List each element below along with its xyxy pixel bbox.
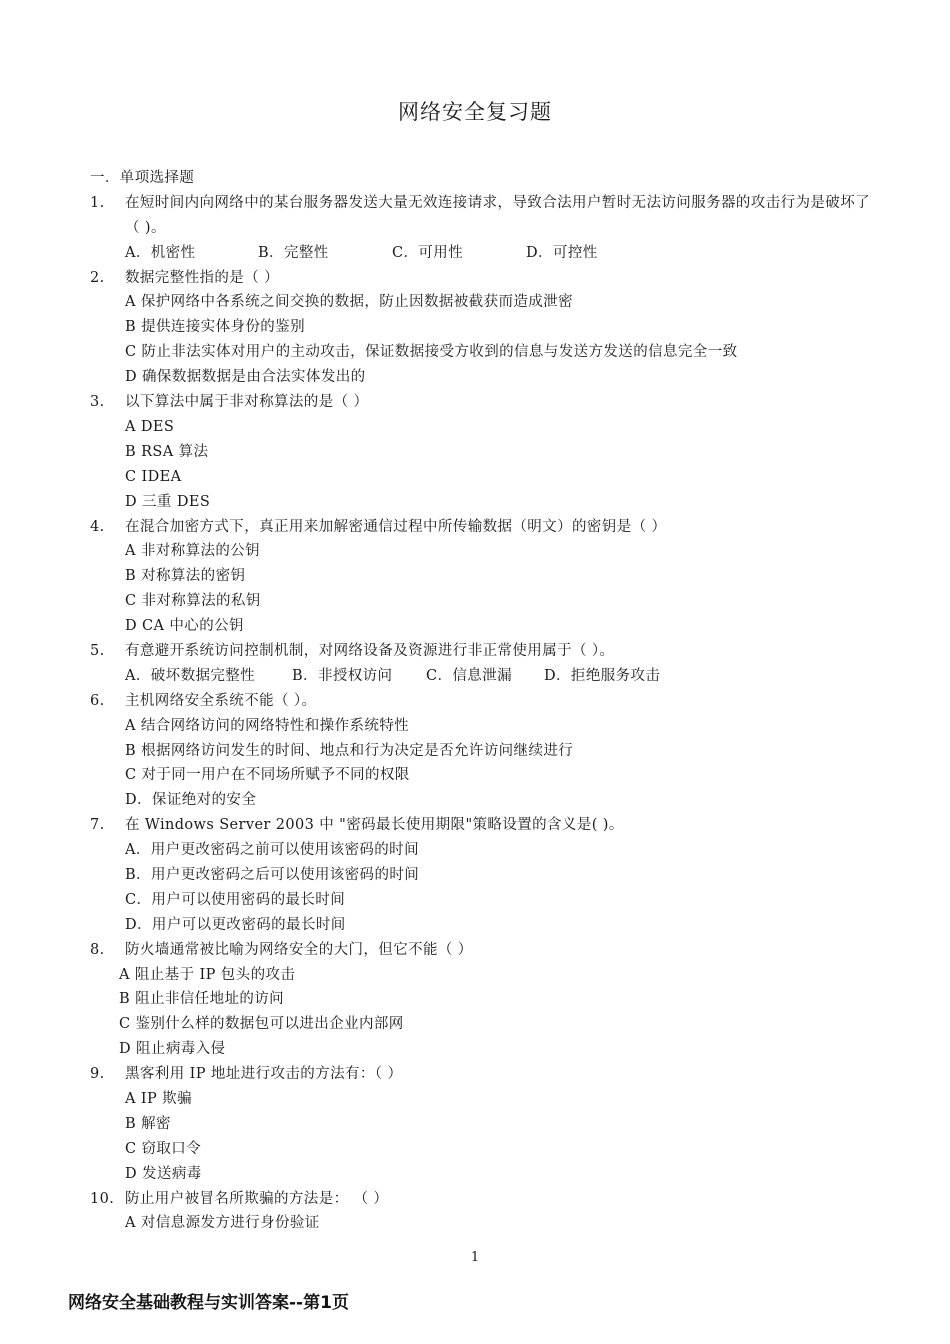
- question-number: 6.: [90, 692, 105, 709]
- question-number: 4.: [90, 518, 105, 535]
- option-b: B RSA 算法: [125, 443, 209, 460]
- option-b: B．完整性: [258, 244, 329, 261]
- question-text: 在 Windows Server 2003 中 "密码最长使用期限"策略设置的含义是( )。: [125, 817, 624, 834]
- question-list: [90, 166, 870, 1236]
- question-text: 主机网络安全系统不能（ ）。: [125, 692, 317, 709]
- footer-caption: 网络安全基础教程与实训答案--第1页: [68, 1293, 349, 1313]
- question-text: 数据完整性指的是（ ）: [125, 269, 280, 286]
- option-a: A 保护网络中各系统之间交换的数据，防止因数据被截获而造成泄密: [125, 294, 573, 311]
- question-text: 在短时间内向网络中的某台服务器发送大量无效连接请求，导致合法用户暂时无法访问服务器的攻击行为是破坏了（ )。: [125, 194, 870, 236]
- option-c: C 非对称算法的私钥: [125, 593, 261, 610]
- option-c: C 鉴别什么样的数据包可以进出企业内部网: [119, 1016, 404, 1033]
- question-number: 8.: [90, 941, 105, 958]
- question-number: 3.: [90, 394, 105, 411]
- option-a: A IP 欺骗: [125, 1090, 192, 1107]
- question-5-options: [90, 664, 870, 689]
- option-d: D 发送病毒: [125, 1165, 202, 1182]
- question-4: [90, 515, 870, 540]
- question-text: 以下算法中属于非对称算法的是（ ）: [125, 394, 369, 411]
- document-title: 网络安全复习题: [398, 100, 552, 124]
- question-text: 防止用户被冒名所欺骗的方法是： （ ）: [125, 1190, 389, 1207]
- option-d: D 阻止病毒入侵: [119, 1041, 226, 1058]
- option-c: C．用户可以使用密码的最长时间: [125, 891, 346, 908]
- option-a: A DES: [125, 418, 175, 435]
- option-c: C 对于同一用户在不同场所赋予不同的权限: [125, 767, 410, 784]
- question-number: 5.: [90, 642, 105, 659]
- question-text: 在混合加密方式下，真正用来加解密通信过程中所传输数据（明文）的密钥是（ ）: [125, 518, 667, 535]
- question-number: 9.: [90, 1066, 105, 1083]
- question-number: 2.: [90, 269, 105, 286]
- option-a: A．用户更改密码之前可以使用该密码的时间: [125, 842, 419, 859]
- option-a: A．破坏数据完整性: [125, 667, 256, 684]
- option-b: B 提供连接实体身份的鉴别: [125, 319, 305, 336]
- option-d: D 确保数据数据是由合法实体发出的: [125, 369, 366, 386]
- question-5: [90, 639, 870, 664]
- option-d: D CA 中心的公钥: [125, 618, 244, 635]
- question-3: [90, 390, 870, 415]
- option-b: B．非授权访问: [292, 667, 393, 684]
- question-2: [90, 266, 870, 291]
- question-1-options: [90, 241, 870, 266]
- option-d: D．保证绝对的安全: [125, 792, 257, 809]
- question-text: 黑客利用 IP 地址进行攻击的方法有：（ ）: [125, 1066, 403, 1083]
- option-d: D．可控性: [526, 244, 598, 261]
- option-a: A 对信息源发方进行身份验证: [125, 1215, 320, 1232]
- option-a: A 结合网络访问的网络特性和操作系统特性: [125, 717, 410, 734]
- option-c: C．可用性: [392, 244, 464, 261]
- option-a: A 非对称算法的公钥: [125, 543, 261, 560]
- question-8: [90, 938, 870, 963]
- option-a: A 阻止基于 IP 包头的攻击: [119, 966, 296, 983]
- question-7: [90, 813, 870, 838]
- option-a: A．机密性: [125, 244, 196, 261]
- option-b: B 阻止非信任地址的访问: [119, 991, 285, 1008]
- option-c: C 防止非法实体对用户的主动攻击，保证数据接受方收到的信息与发送方发送的信息完全一致: [125, 344, 738, 361]
- option-c: C 窃取口令: [125, 1140, 202, 1157]
- option-b: B 解密: [125, 1115, 171, 1132]
- question-text: 防火墙通常被比喻为网络安全的大门，但它不能（ ）: [125, 941, 473, 958]
- question-6: [90, 689, 870, 714]
- option-c: C．信息泄漏: [426, 667, 512, 684]
- page-number: 1: [470, 1250, 480, 1265]
- question-text: 有意避开系统访问控制机制，对网络设备及资源进行非正常使用属于（ ）。: [125, 642, 615, 659]
- option-b: B 对称算法的密钥: [125, 568, 246, 585]
- option-d: D．拒绝服务攻击: [544, 667, 661, 684]
- option-c: C IDEA: [125, 468, 182, 485]
- question-9: [90, 1062, 870, 1087]
- question-number: 1.: [90, 194, 105, 211]
- option-d: D 三重 DES: [125, 493, 211, 510]
- option-b: B 根据网络访问发生的时间、地点和行为决定是否允许访问继续进行: [125, 742, 574, 759]
- option-b: B．用户更改密码之后可以使用该密码的时间: [125, 866, 420, 883]
- question-number: 7.: [90, 817, 105, 834]
- question-10: [90, 1187, 870, 1212]
- option-d: D．用户可以更改密码的最长时间: [125, 916, 346, 933]
- section-heading: 一．单项选择题: [90, 170, 195, 186]
- question-number: 10.: [90, 1190, 115, 1207]
- question-1: [90, 191, 870, 241]
